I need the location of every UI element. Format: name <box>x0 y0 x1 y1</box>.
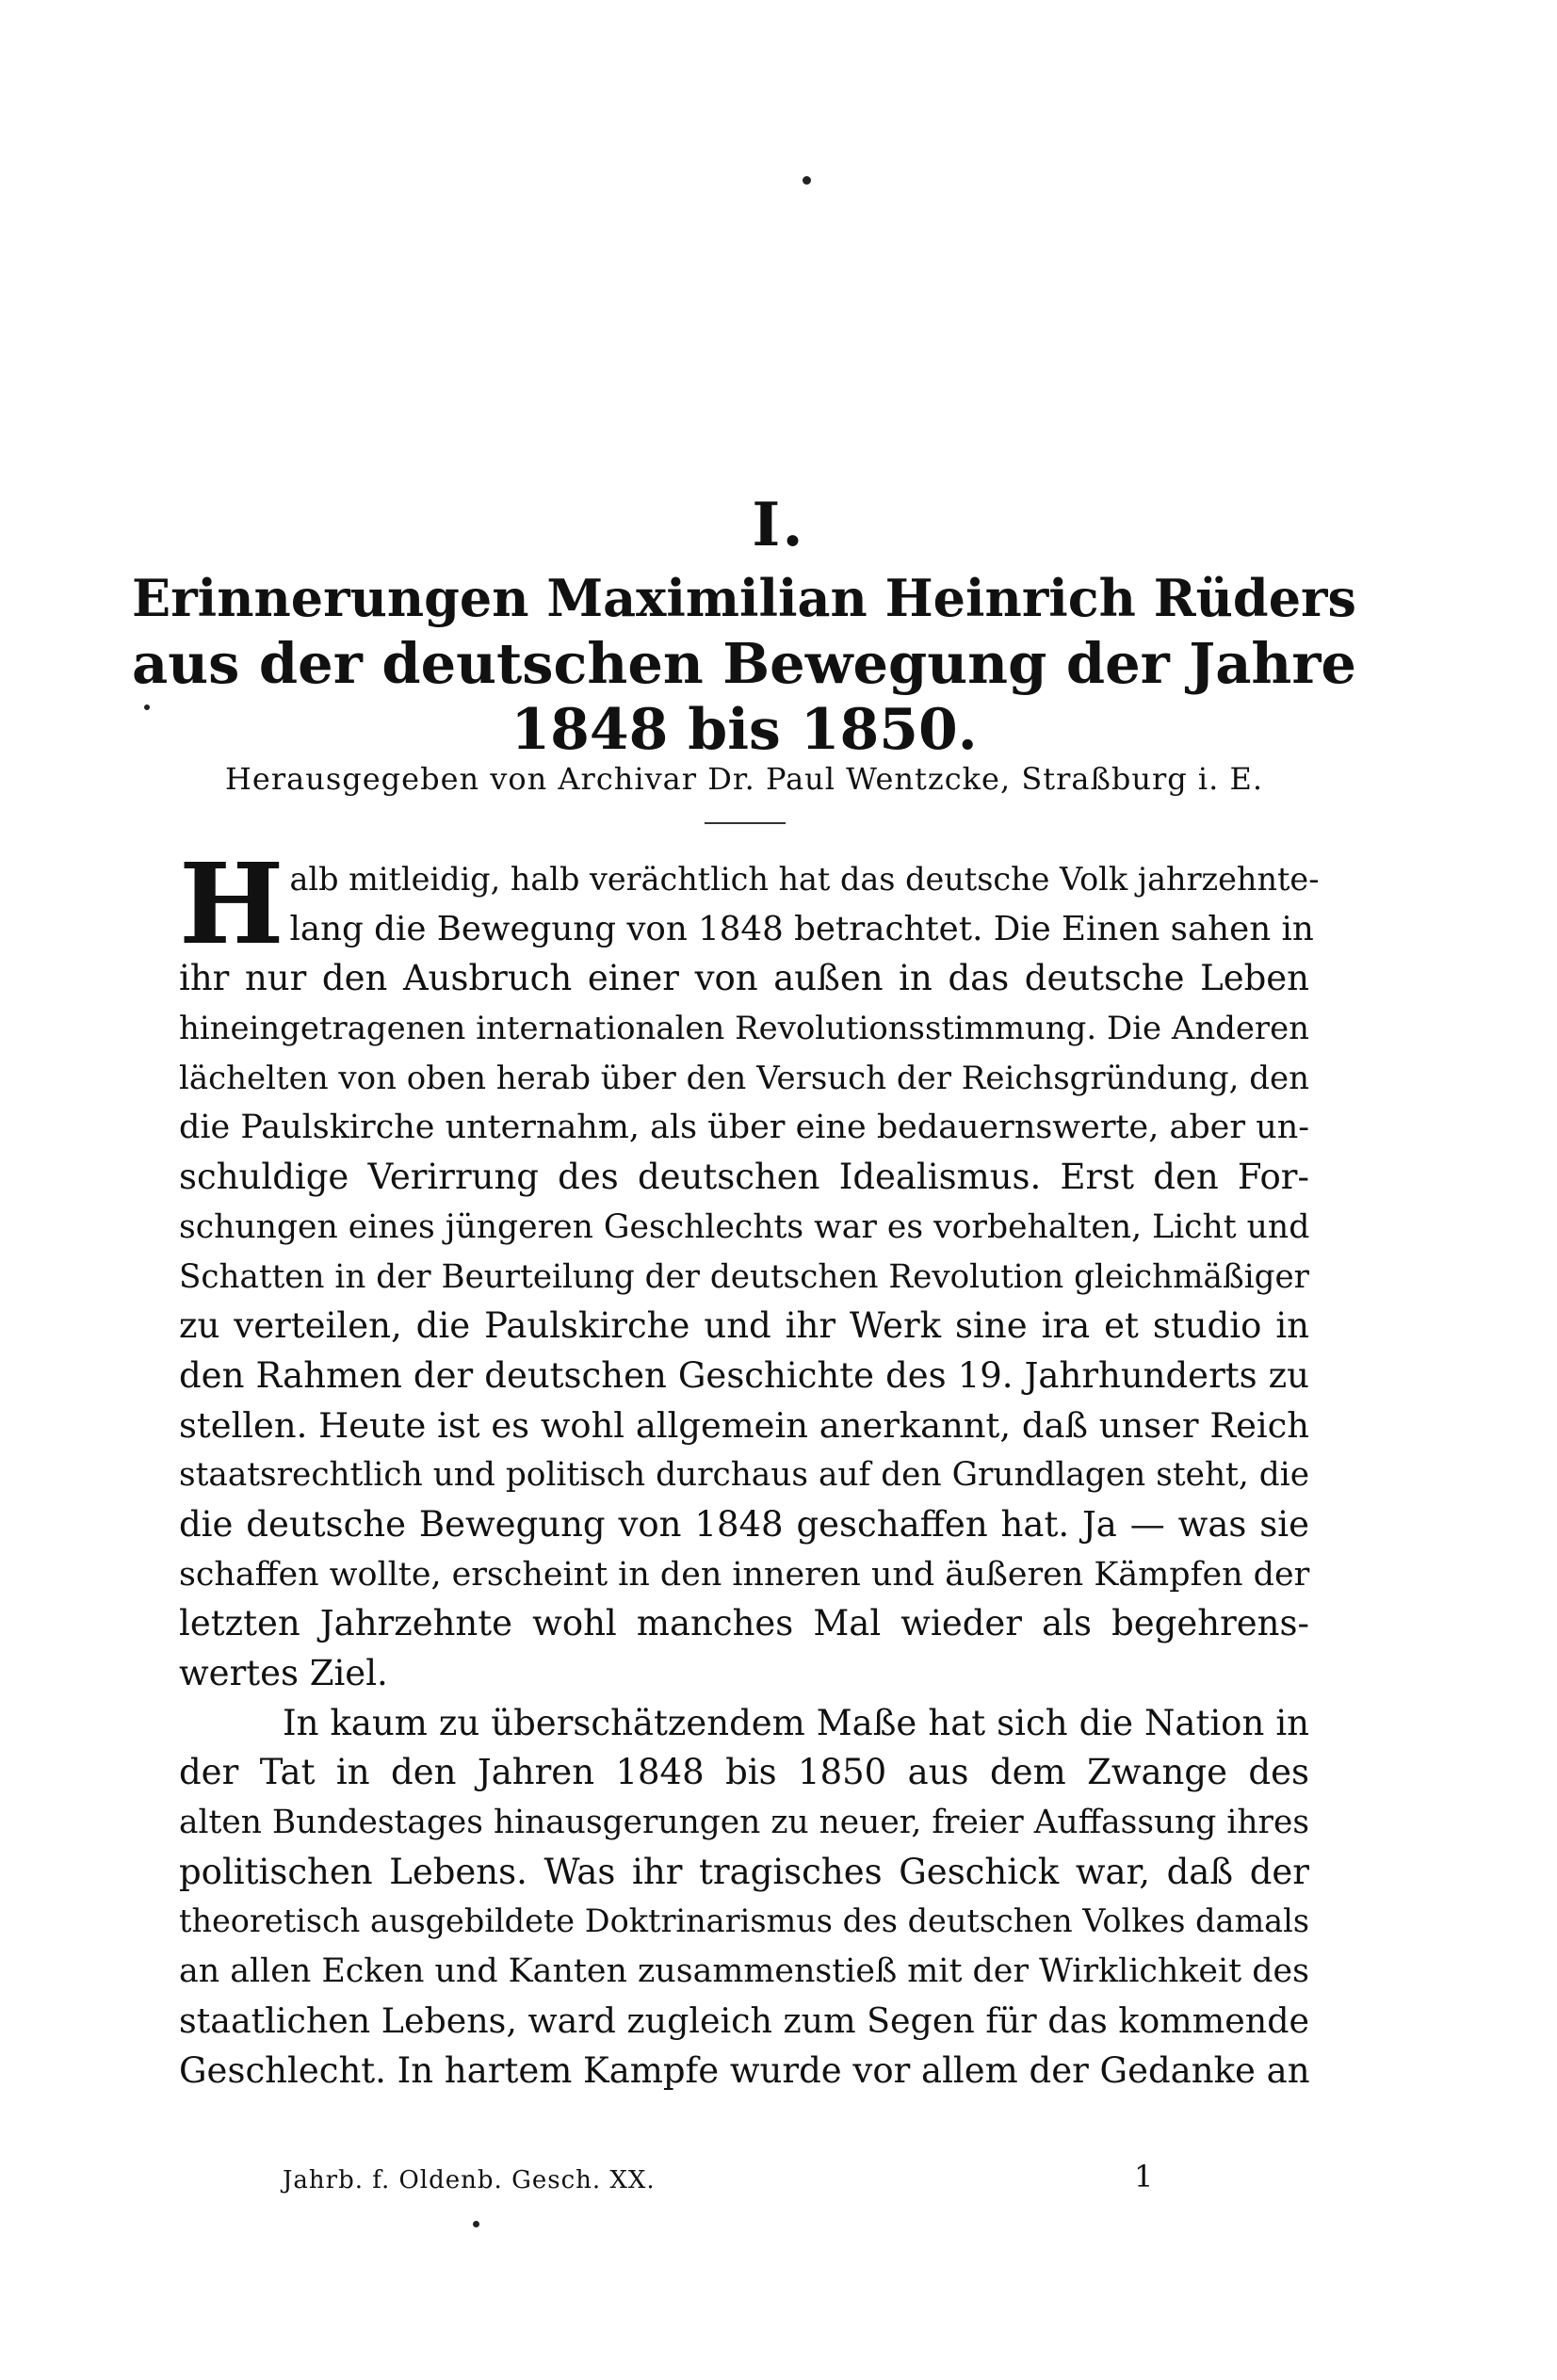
body-line: der Tat in den Jahren 1848 bis 1850 aus dem Zwange des <box>179 1752 1309 1793</box>
chapter-title <box>132 565 1356 763</box>
body-line: hineingetragenen internationalen Revolutionsstimmung. Die Anderen <box>179 1010 1309 1047</box>
body-line: Geschlecht. In hartem Kampfe wurde vor allem der Gedanke an <box>179 2049 1310 2091</box>
body-line: stellen. Heute ist es wohl allgemein anerkannt, daß unser Reich <box>179 1404 1309 1446</box>
body-line: letzten Jahrzehnte wohl manches Mal wieder als begehrens- <box>179 1603 1309 1644</box>
title-divider <box>705 822 786 824</box>
body-line: zu verteilen, die Paulskirche und ihr Werk sine ira et studio in <box>179 1305 1309 1347</box>
body-line: ihr nur den Ausbruch einer von außen in das deutsche Leben <box>179 958 1309 999</box>
body-line: theoretisch ausgebildete Doktrinarismus des deutschen Volkes damals <box>179 1902 1309 1940</box>
body-line: In kaum zu überschätzendem Maße hat sich die Nation in <box>283 1702 1309 1743</box>
body-line: lang die Bewegung von 1848 betrachtet. Die Einen sahen in <box>289 909 1314 948</box>
drop-cap: H <box>179 838 284 969</box>
page-number: 1 <box>1134 2159 1154 2194</box>
body-line: wertes Ziel. <box>179 1653 388 1693</box>
body-line: Schatten in der Beurteilung der deutschen Revolution gleichmäßiger <box>179 1257 1309 1296</box>
body-line: politischen Lebens. Was ihr tragisches Geschick war, daß der <box>179 1851 1309 1892</box>
body-line: die Paulskirche unternahm, als über eine bedauernswerte, aber un- <box>179 1109 1309 1147</box>
body-line: den Rahmen der deutschen Geschichte des 19. Jahrhunderts zu <box>179 1354 1309 1396</box>
body-line: alten Bundestages hinausgerungen zu neuer, freier Auffassung ihres <box>179 1804 1309 1842</box>
editor-line: Herausgegeben von Archivar Dr. Paul Wentzcke, Straßburg i. E. <box>224 761 1263 797</box>
title-line-3: 1848 bis 1850. <box>511 697 978 763</box>
body-line: staatsrechtlich und politisch durchaus auf den Grundlagen steht, die <box>179 1456 1309 1495</box>
body-text <box>179 838 1320 2096</box>
chapter-number: I. <box>752 490 805 560</box>
body-line: schuldige Verirrung des deutschen Idealismus. Erst den For- <box>179 1157 1309 1198</box>
title-line-1: Erinnerungen Maximilian Heinrich Rüders <box>132 568 1356 628</box>
footer-signature: Jahrb. f. Oldenb. Gesch. XX. <box>283 2166 656 2194</box>
body-line: schaffen wollte, erscheint in den inneren und äußeren Kämpfen der <box>179 1555 1310 1594</box>
print-speck-bottom <box>473 2221 479 2227</box>
title-line-2: aus der deutschen Bewegung der Jahre <box>132 631 1356 696</box>
body-line: an allen Ecken und Kanten zusammenstieß mit der Wirklichkeit des <box>179 1952 1309 1991</box>
body-line: die deutsche Bewegung von 1848 geschaffen hat. Ja — was sie <box>179 1503 1309 1545</box>
body-line: alb mitleidig, halb verächtlich hat das deutsche Volk jahrzehnte- <box>289 861 1320 898</box>
body-line: schungen eines jüngeren Geschlechts war es vorbehalten, Licht und <box>179 1207 1310 1246</box>
body-line: staatlichen Lebens, ward zugleich zum Segen für das kommende <box>179 2000 1309 2041</box>
body-line: lächelten von oben herab über den Versuch der Reichsgründung, den <box>179 1059 1309 1097</box>
print-speck-top <box>803 176 811 185</box>
